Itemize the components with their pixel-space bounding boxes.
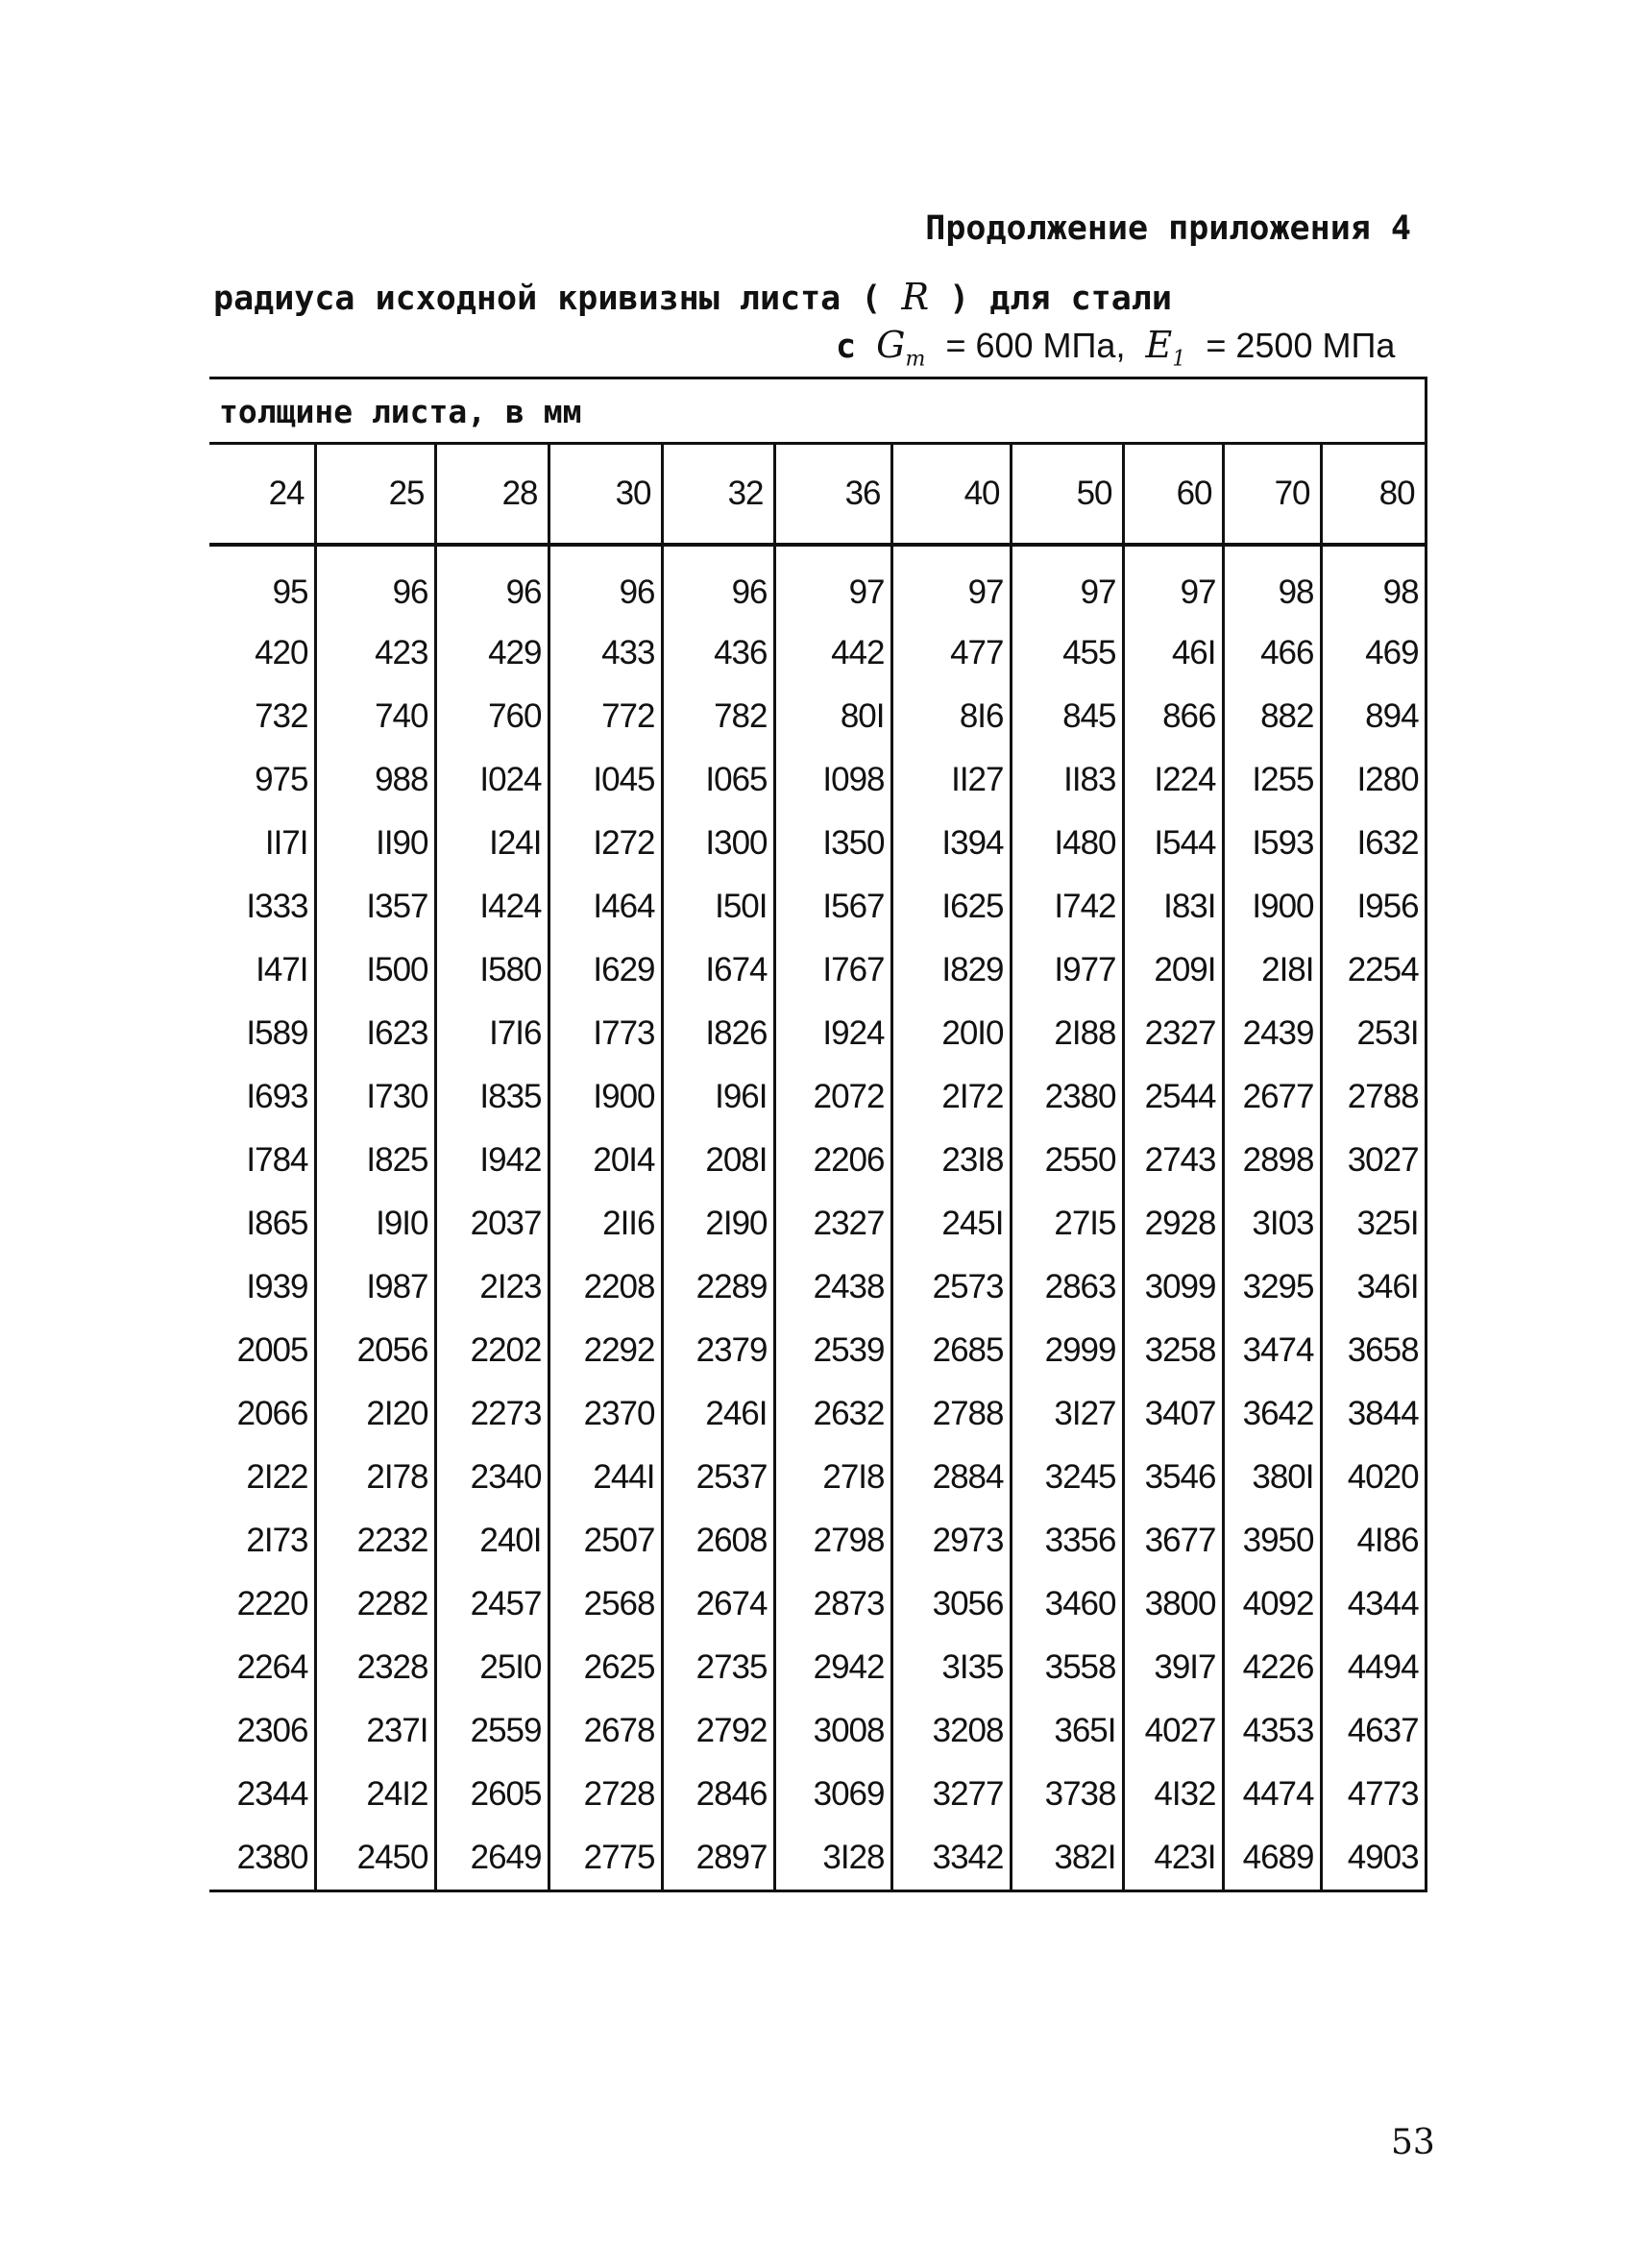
page-number: 53 [1391, 2123, 1435, 2162]
table-cell: 2370 [549, 1382, 662, 1446]
table-cell: 3I27 [1011, 1382, 1123, 1446]
table-cell: 3474 [1223, 1319, 1321, 1382]
table-cell: 96 [662, 545, 774, 622]
table-cell: 2328 [315, 1636, 435, 1699]
table-cell: I96I [662, 1065, 774, 1129]
table-cell: 97 [1011, 545, 1123, 622]
table-cell: 2735 [662, 1636, 774, 1699]
table-caption-line-1 [213, 276, 1172, 318]
table-cell: 4092 [1223, 1573, 1321, 1636]
table-cell: 245I [891, 1192, 1011, 1256]
table-cell: I50I [662, 875, 774, 939]
table-cell: 2292 [549, 1319, 662, 1382]
table-cell: 2327 [1123, 1002, 1223, 1065]
table-cell: 3950 [1223, 1509, 1321, 1573]
table-cell: 23I8 [891, 1129, 1011, 1192]
table-cell: 2507 [549, 1509, 662, 1573]
table-cell: 325I [1321, 1192, 1426, 1256]
table-cell: 39I7 [1123, 1636, 1223, 1699]
table-cell: 246I [662, 1382, 774, 1446]
table-cell: 2072 [774, 1065, 891, 1129]
table-cell: I24I [435, 812, 549, 875]
table-cell: 3258 [1123, 1319, 1223, 1382]
table-cell: I942 [435, 1129, 549, 1192]
table-cell: 96 [549, 545, 662, 622]
table-cell: 2327 [774, 1192, 891, 1256]
table-cell: 3642 [1223, 1382, 1321, 1446]
table-cell: 4226 [1223, 1636, 1321, 1699]
table-cell: 27I8 [774, 1446, 891, 1509]
table-cell: 20I0 [891, 1002, 1011, 1065]
table-cell: 3407 [1123, 1382, 1223, 1446]
table-cell: I589 [209, 1002, 315, 1065]
table-cell: 3056 [891, 1573, 1011, 1636]
table-cell: 2798 [774, 1509, 891, 1573]
column-header-24: 24 [209, 444, 315, 546]
table-cell: I394 [891, 812, 1011, 875]
table-cell: 4020 [1321, 1446, 1426, 1509]
table-cell: 429 [435, 622, 549, 685]
column-header-25: 25 [315, 444, 435, 546]
table-cell: 4353 [1223, 1699, 1321, 1763]
table-cell: 2897 [662, 1826, 774, 1891]
table-cell: 20I4 [549, 1129, 662, 1192]
table-cell: 3558 [1011, 1636, 1123, 1699]
thickness-span-header: толщине листа, в мм [209, 378, 1426, 444]
table-cell: 2264 [209, 1636, 315, 1699]
table-cell: I593 [1223, 812, 1321, 875]
table-row [209, 1636, 1426, 1699]
table-cell: 2340 [435, 1446, 549, 1509]
sigma-letter: G [876, 324, 906, 366]
table-cell: 3I28 [774, 1826, 891, 1891]
table-cell: I900 [1223, 875, 1321, 939]
table-cell: 2380 [209, 1826, 315, 1891]
table-cell: 2066 [209, 1382, 315, 1446]
table-cell: I987 [315, 1256, 435, 1319]
table-cell: 3245 [1011, 1446, 1123, 1509]
table-cell: I825 [315, 1129, 435, 1192]
column-header-50: 50 [1011, 444, 1123, 546]
table-cell: 2I72 [891, 1065, 1011, 1129]
table-cell: 2282 [315, 1573, 435, 1636]
table-cell: 2573 [891, 1256, 1011, 1319]
table-cell: 244I [549, 1446, 662, 1509]
table-cell: 3658 [1321, 1319, 1426, 1382]
table-cell: 2884 [891, 1446, 1011, 1509]
table-cell: I500 [315, 939, 435, 1002]
table-cell: 97 [774, 545, 891, 622]
table-cell: 3844 [1321, 1382, 1426, 1446]
table-cell: I567 [774, 875, 891, 939]
table-cell: I357 [315, 875, 435, 939]
table-cell: 4494 [1321, 1636, 1426, 1699]
table-cell: 845 [1011, 685, 1123, 748]
table-cell: 97 [891, 545, 1011, 622]
table-cell: I544 [1123, 812, 1223, 875]
table-cell: 97 [1123, 545, 1223, 622]
column-header-70: 70 [1223, 444, 1321, 546]
table-cell: 2037 [435, 1192, 549, 1256]
table-row [209, 748, 1426, 812]
table-cell: 2544 [1123, 1065, 1223, 1129]
table-cell: I767 [774, 939, 891, 1002]
table-cell: 2625 [549, 1636, 662, 1699]
table-cell: 760 [435, 685, 549, 748]
table-cell: 4I32 [1123, 1763, 1223, 1826]
table-cell: I580 [435, 939, 549, 1002]
table-cell: 2I73 [209, 1509, 315, 1573]
table-cell: I333 [209, 875, 315, 939]
table-cell: 4344 [1321, 1573, 1426, 1636]
table-row [209, 812, 1426, 875]
table-cell: 2898 [1223, 1129, 1321, 1192]
table-cell: 2438 [774, 1256, 891, 1319]
table-cell: I098 [774, 748, 891, 812]
table-cell: 2379 [662, 1319, 774, 1382]
table-cell: 98 [1223, 545, 1321, 622]
table-cell: I065 [662, 748, 774, 812]
sigma-value: = 600 МПа, [945, 326, 1126, 365]
table-cell: 894 [1321, 685, 1426, 748]
table-cell: 2206 [774, 1129, 891, 1192]
table-cell: 4689 [1223, 1826, 1321, 1891]
table-cell: 2537 [662, 1446, 774, 1509]
table-cell: 4474 [1223, 1763, 1321, 1826]
table-row [209, 1319, 1426, 1382]
column-header-36: 36 [774, 444, 891, 546]
table-cell: I629 [549, 939, 662, 1002]
table-cell: 866 [1123, 685, 1223, 748]
modulus-value: = 2500 МПа [1206, 326, 1396, 365]
table-row [209, 1382, 1426, 1446]
table-cell: 2I88 [1011, 1002, 1123, 1065]
column-header-row [209, 444, 1426, 546]
table-cell: I350 [774, 812, 891, 875]
table-cell: 772 [549, 685, 662, 748]
table-cell: I784 [209, 1129, 315, 1192]
table-cell: 2792 [662, 1699, 774, 1763]
table-cell: 208I [662, 1129, 774, 1192]
table-cell: 3069 [774, 1763, 891, 1826]
table-cell: 346I [1321, 1256, 1426, 1319]
table-cell: 3460 [1011, 1573, 1123, 1636]
table-cell: 2I8I [1223, 939, 1321, 1002]
table-cell: I826 [662, 1002, 774, 1065]
caption-text-after: ) для стали [949, 280, 1172, 318]
column-header-30: 30 [549, 444, 662, 546]
table-cell: 442 [774, 622, 891, 685]
table-cell: 2999 [1011, 1319, 1123, 1382]
table-cell: I900 [549, 1065, 662, 1129]
column-header-28: 28 [435, 444, 549, 546]
table-cell: 2254 [1321, 939, 1426, 1002]
table-cell: 2457 [435, 1573, 549, 1636]
table-cell: 2344 [209, 1763, 315, 1826]
table-cell: 3208 [891, 1699, 1011, 1763]
table-cell: 3677 [1123, 1509, 1223, 1573]
table-cell: I977 [1011, 939, 1123, 1002]
table-cell: I939 [209, 1256, 315, 1319]
table-cell: 2942 [774, 1636, 891, 1699]
table-cell: 3738 [1011, 1763, 1123, 1826]
table-cell: 3I03 [1223, 1192, 1321, 1256]
table-cell: 2677 [1223, 1065, 1321, 1129]
table-cell: 2539 [774, 1319, 891, 1382]
table-body [209, 545, 1426, 1891]
sigma-symbol [876, 324, 926, 372]
table-cell: 2873 [774, 1573, 891, 1636]
table-cell: 2605 [435, 1763, 549, 1826]
table-cell: I773 [549, 1002, 662, 1065]
table-row [209, 1446, 1426, 1509]
radius-table [209, 377, 1427, 1892]
table-row [209, 1509, 1426, 1573]
table-cell: 2608 [662, 1509, 774, 1573]
table-cell: 24I2 [315, 1763, 435, 1826]
table-cell: 433 [549, 622, 662, 685]
table-cell: 2I23 [435, 1256, 549, 1319]
table-row [209, 1129, 1426, 1192]
table-cell: 98 [1321, 545, 1426, 622]
column-header-32: 32 [662, 444, 774, 546]
table-cell: II90 [315, 812, 435, 875]
table-cell: 455 [1011, 622, 1123, 685]
table-cell: 2928 [1123, 1192, 1223, 1256]
table-cell: 2380 [1011, 1065, 1123, 1129]
table-cell: 477 [891, 622, 1011, 685]
table-cell: I280 [1321, 748, 1426, 812]
table-cell: 2I90 [662, 1192, 774, 1256]
table-cell: 4027 [1123, 1699, 1223, 1763]
table-row [209, 875, 1426, 939]
table-cell: 4773 [1321, 1763, 1426, 1826]
table-row [209, 685, 1426, 748]
table-row [209, 1192, 1426, 1256]
table-cell: I83I [1123, 875, 1223, 939]
table-cell: 4903 [1321, 1826, 1426, 1891]
table-row [209, 1699, 1426, 1763]
table-cell: 96 [435, 545, 549, 622]
table-cell: 2I78 [315, 1446, 435, 1509]
table-cell: 3008 [774, 1699, 891, 1763]
table-cell: 3800 [1123, 1573, 1223, 1636]
table-cell: I9I0 [315, 1192, 435, 1256]
radius-symbol: R [901, 276, 930, 318]
table-cell: 732 [209, 685, 315, 748]
table-cell: 382I [1011, 1826, 1123, 1891]
table-cell: I835 [435, 1065, 549, 1129]
table-cell: I045 [549, 748, 662, 812]
table-cell: 423 [315, 622, 435, 685]
table-cell: 2II6 [549, 1192, 662, 1256]
table-cell: I47I [209, 939, 315, 1002]
table-cell: 2678 [549, 1699, 662, 1763]
table-row [209, 545, 1426, 622]
table-cell: 3356 [1011, 1509, 1123, 1573]
table-cell: 882 [1223, 685, 1321, 748]
table-cell: 3027 [1321, 1129, 1426, 1192]
sigma-subscript: т [905, 347, 926, 372]
table-cell: 80I [774, 685, 891, 748]
table-cell: 2863 [1011, 1256, 1123, 1319]
table-cell: 2568 [549, 1573, 662, 1636]
table-cell: II27 [891, 748, 1011, 812]
table-cell: 3546 [1123, 1446, 1223, 1509]
table-row [209, 1065, 1426, 1129]
table-cell: 46I [1123, 622, 1223, 685]
table-cell: 209I [1123, 939, 1223, 1002]
table-cell: 436 [662, 622, 774, 685]
table-cell: 237I [315, 1699, 435, 1763]
table-cell: 782 [662, 685, 774, 748]
table-cell: I300 [662, 812, 774, 875]
modulus-letter: E [1145, 324, 1173, 366]
table-cell: 2559 [435, 1699, 549, 1763]
table-cell: I674 [662, 939, 774, 1002]
table-caption-line-2 [836, 324, 1395, 372]
table-cell: 2632 [774, 1382, 891, 1446]
table-cell: 253I [1321, 1002, 1426, 1065]
continuation-heading: Продолжение приложения 4 [925, 209, 1411, 248]
table-cell: 27I5 [1011, 1192, 1123, 1256]
table-cell: I730 [315, 1065, 435, 1129]
table-cell: 2674 [662, 1573, 774, 1636]
table-cell: 2788 [1321, 1065, 1426, 1129]
table-cell: I255 [1223, 748, 1321, 812]
table-cell: 420 [209, 622, 315, 685]
table-cell: 466 [1223, 622, 1321, 685]
table-cell: I7I6 [435, 1002, 549, 1065]
table-cell: 96 [315, 545, 435, 622]
table-cell: 2450 [315, 1826, 435, 1891]
table-cell: I424 [435, 875, 549, 939]
table-cell: 2202 [435, 1319, 549, 1382]
table-cell: 380I [1223, 1446, 1321, 1509]
column-header-40: 40 [891, 444, 1011, 546]
table-cell: 2775 [549, 1826, 662, 1891]
table-cell: 2685 [891, 1319, 1011, 1382]
table-cell: 2056 [315, 1319, 435, 1382]
table-cell: 740 [315, 685, 435, 748]
table-cell: 2208 [549, 1256, 662, 1319]
table-cell: I865 [209, 1192, 315, 1256]
table-cell: 3277 [891, 1763, 1011, 1826]
table-cell: I742 [1011, 875, 1123, 939]
modulus-symbol [1145, 324, 1186, 372]
table-cell: 2220 [209, 1573, 315, 1636]
table-cell: I956 [1321, 875, 1426, 939]
table-cell: II83 [1011, 748, 1123, 812]
table-cell: 2232 [315, 1509, 435, 1573]
table-cell: 2I22 [209, 1446, 315, 1509]
table-cell: 4I86 [1321, 1509, 1426, 1573]
column-header-80: 80 [1321, 444, 1426, 546]
table-cell: II7I [209, 812, 315, 875]
table-cell: 2306 [209, 1699, 315, 1763]
table-row [209, 1573, 1426, 1636]
table-cell: 2728 [549, 1763, 662, 1826]
modulus-subscript: 1 [1172, 347, 1186, 372]
table-cell: 240I [435, 1509, 549, 1573]
table-cell: 3099 [1123, 1256, 1223, 1319]
table-cell: 2649 [435, 1826, 549, 1891]
table-cell: I224 [1123, 748, 1223, 812]
table-row [209, 1763, 1426, 1826]
table-cell: I632 [1321, 812, 1426, 875]
table-cell: 2550 [1011, 1129, 1123, 1192]
table-cell: I693 [209, 1065, 315, 1129]
table-cell: 975 [209, 748, 315, 812]
table-cell: 365I [1011, 1699, 1123, 1763]
caption-prefix: с [836, 328, 857, 366]
table-cell: 3342 [891, 1826, 1011, 1891]
table-row [209, 939, 1426, 1002]
table-cell: 2788 [891, 1382, 1011, 1446]
table-cell: 2273 [435, 1382, 549, 1446]
radius-table-container [209, 377, 1426, 1892]
table-cell: 2289 [662, 1256, 774, 1319]
table-cell: 2846 [662, 1763, 774, 1826]
span-header-row [209, 378, 1426, 444]
table-cell: I625 [891, 875, 1011, 939]
table-cell: I024 [435, 748, 549, 812]
table-cell: 2439 [1223, 1002, 1321, 1065]
table-cell: 469 [1321, 622, 1426, 685]
table-cell: I464 [549, 875, 662, 939]
table-cell: 2743 [1123, 1129, 1223, 1192]
table-row [209, 1826, 1426, 1891]
table-cell: 2I20 [315, 1382, 435, 1446]
table-cell: 8I6 [891, 685, 1011, 748]
table-row [209, 1256, 1426, 1319]
table-cell: I924 [774, 1002, 891, 1065]
table-cell: 2005 [209, 1319, 315, 1382]
table-cell: 423I [1123, 1826, 1223, 1891]
table-cell: I623 [315, 1002, 435, 1065]
table-cell: 3295 [1223, 1256, 1321, 1319]
table-cell: 3I35 [891, 1636, 1011, 1699]
table-cell: I272 [549, 812, 662, 875]
table-row [209, 1002, 1426, 1065]
caption-text-before: радиуса исходной кривизны листа ( [213, 280, 882, 318]
table-cell: I480 [1011, 812, 1123, 875]
table-cell: I829 [891, 939, 1011, 1002]
table-cell: 2973 [891, 1509, 1011, 1573]
table-row [209, 622, 1426, 685]
table-cell: 4637 [1321, 1699, 1426, 1763]
table-cell: 988 [315, 748, 435, 812]
table-cell: 25I0 [435, 1636, 549, 1699]
table-cell: 95 [209, 545, 315, 622]
column-header-60: 60 [1123, 444, 1223, 546]
